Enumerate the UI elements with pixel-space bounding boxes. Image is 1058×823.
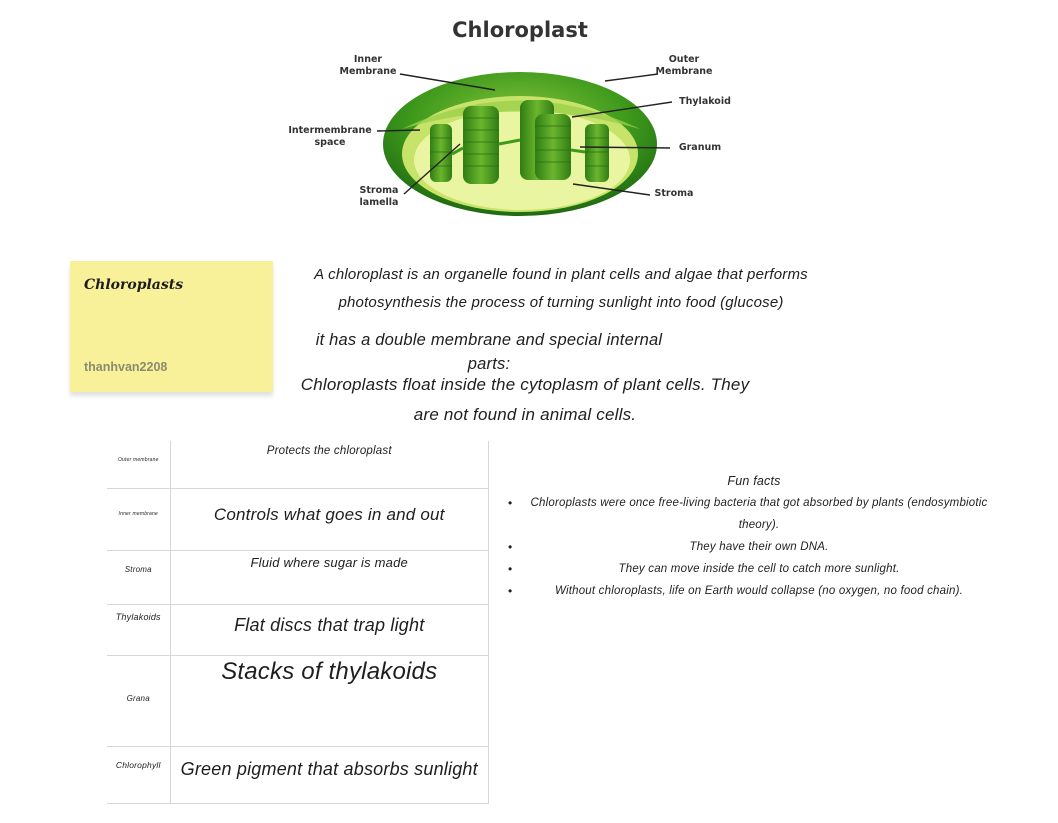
parts-table[interactable] (107, 441, 489, 804)
label-stroma: Stroma (654, 188, 694, 199)
cytoplasm-text[interactable]: Chloroplasts float inside the cytoplasm of plant cells. They are not found in animal cells. (300, 375, 750, 424)
part-description[interactable]: Protects the chloroplast (170, 441, 489, 488)
part-description[interactable]: Controls what goes in and out (170, 488, 489, 550)
sticky-note-title: Chloroplasts (84, 277, 184, 293)
part-name[interactable]: Grana (107, 655, 170, 746)
table-row (107, 550, 489, 604)
part-name[interactable]: Outer membrane (107, 441, 170, 488)
table-row (107, 655, 489, 746)
list-item: • Without chloroplasts, life on Earth would collapse (no oxygen, no food chain). (505, 580, 995, 602)
list-item: • Chloroplasts were once free-living bacteria that got absorbed by plants (endosymbiotic theory). (505, 492, 995, 536)
label-inner-membrane: Inner Membrane (339, 54, 397, 77)
sticky-note[interactable] (70, 261, 273, 392)
part-name[interactable]: Thylakoids (107, 604, 170, 655)
table-row (107, 488, 489, 550)
part-name[interactable]: Chlorophyll (107, 746, 170, 803)
label-granum: Granum (678, 142, 722, 153)
label-intermembrane-space: Intermembrane space (288, 125, 372, 148)
fun-facts[interactable] (505, 474, 995, 602)
table-row (107, 746, 489, 803)
part-description[interactable]: Flat discs that trap light (170, 604, 489, 655)
table-row (107, 604, 489, 655)
list-item: • They can move inside the cell to catch more sunlight. (505, 558, 995, 580)
part-name[interactable]: Stroma (107, 550, 170, 604)
part-name[interactable]: Inner membrane (107, 488, 170, 550)
list-item: • They have their own DNA. (505, 536, 995, 558)
part-description[interactable]: Fluid where sugar is made (170, 550, 489, 604)
label-thylakoid: Thylakoid (679, 96, 731, 107)
sticky-note-author: thanhvan2208 (84, 360, 168, 374)
label-outer-membrane: Outer Membrane (655, 54, 713, 77)
fun-facts-heading: Fun facts (727, 474, 781, 488)
table-row (107, 441, 489, 488)
chloroplast-diagram[interactable] (280, 14, 750, 220)
part-description[interactable]: Green pigment that absorbs sunlight (170, 746, 489, 803)
label-stroma-lamella: Stroma lamella (359, 185, 399, 208)
part-description[interactable]: Stacks of thylakoids (170, 655, 489, 746)
diagram-title: Chloroplast (452, 18, 588, 42)
intro-text[interactable]: A chloroplast is an organelle found in plant cells and algae that performs photosynthesis the process of turning sunlight into food (glucose) (314, 266, 808, 311)
fun-facts-list (505, 492, 995, 602)
membrane-text[interactable]: it has a double membrane and special internal parts: (315, 331, 663, 373)
